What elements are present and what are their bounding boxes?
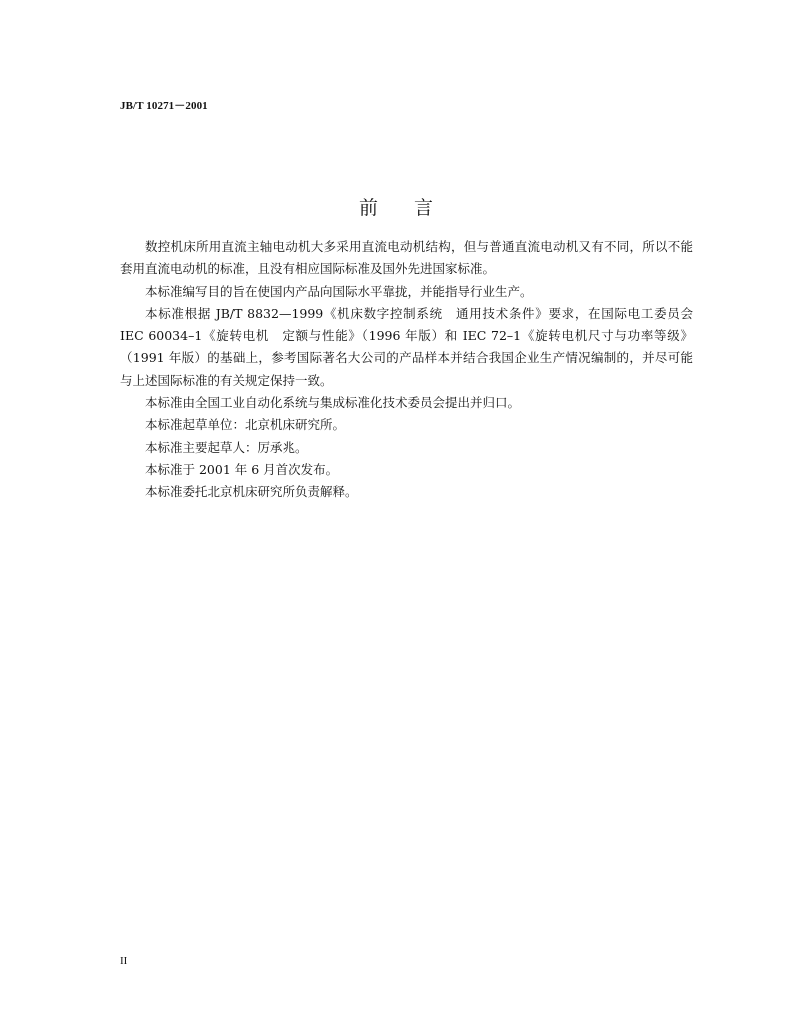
- paragraph: 本标准编写目的旨在使国内产品向国际水平靠拢，并能指导行业生产。: [145, 283, 533, 299]
- paragraph: 本标准于 2001 年 6 月首次发布。: [145, 461, 339, 477]
- paragraph: 本标准主要起草人：厉承兆。: [145, 439, 308, 455]
- paragraph: 本标准委托北京机床研究所负责解释。: [145, 484, 358, 500]
- page-title: [0, 193, 792, 220]
- title-char-2: 言: [414, 197, 434, 219]
- document-code: JB/T 10271－2001: [120, 100, 208, 112]
- foreword-body: [120, 236, 693, 504]
- paragraph: 本标准由全国工业自动化系统与集成标准化技术委员会提出并归口。: [145, 395, 521, 411]
- paragraph: 数控机床所用直流主轴电动机大多采用直流电动机结构，但与普通直流电动机又有不同，所以不能套用直流电动机的标准，且没有相应国际标准及国外先进国家标准。: [120, 239, 693, 277]
- paragraph: 本标准根据 JB/T 8832—1999《机床数字控制系统 通用技术条件》要求，在国际电工委员会 IEC 60034–1《旋转电机 定额与性能》（1996 年版）和 IEC 72–1《旋转电机尺寸与功率等级》（1991 年版）的基础上，参考国际著名大公司的产品样本并结合我国企业生产情况编制的，并尽可能与上述国际标准的有关规定保持一致。: [120, 305, 693, 388]
- title-char-1: 前: [358, 197, 378, 219]
- paragraph: 本标准起草单位：北京机床研究所。: [145, 417, 346, 433]
- page-number: II: [120, 955, 128, 967]
